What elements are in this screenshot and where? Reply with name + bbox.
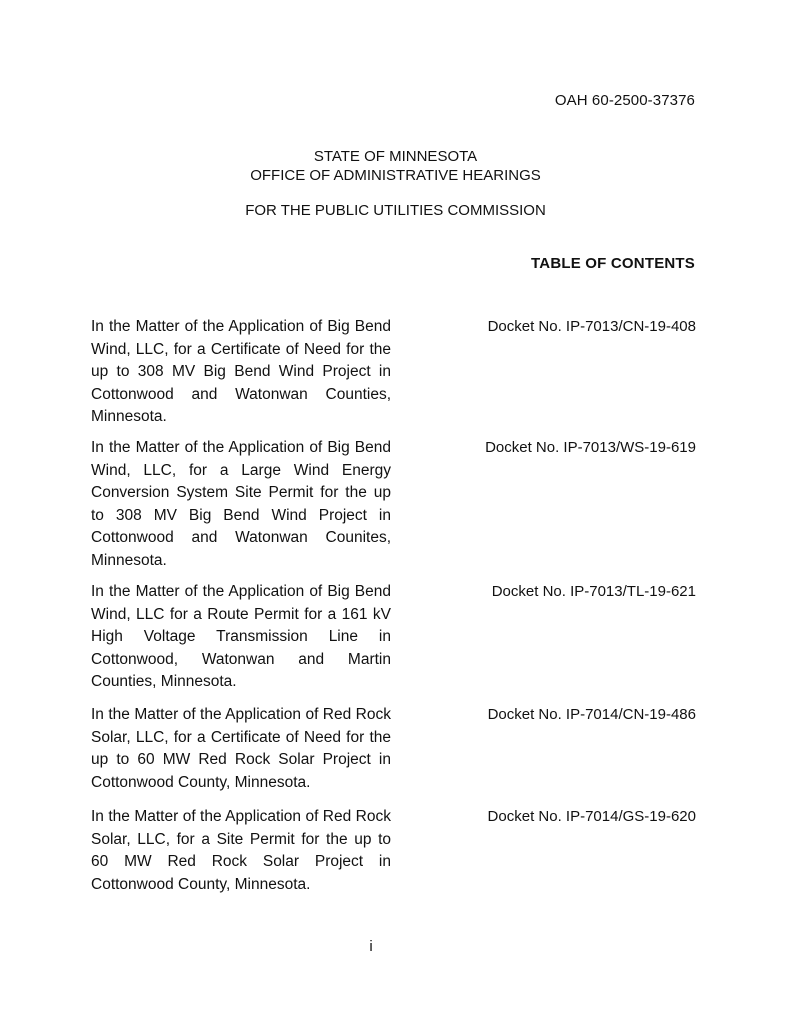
- caption-text: In the Matter of the Application of Big Bend Wind, LLC, for a Certificate of Need for the up to 308 MV Big Bend Wind Project in Cottonwood and Watonwan Counties, Minnesota.: [91, 318, 391, 425]
- case-number: OAH 60-2500-37376: [554, 92, 695, 109]
- caption-entry: [91, 437, 391, 572]
- commission-heading: FOR THE PUBLIC UTILITIES COMMISSION: [245, 202, 546, 219]
- caption-text: In the Matter of the Application of Red Rock Solar, LLC, for a Site Permit for the up to 60 MW Red Rock Solar Project in Cottonwood County, Minnesota.: [91, 808, 391, 893]
- caption-entry: [91, 806, 391, 896]
- caption-entry: [91, 581, 391, 694]
- caption-text: In the Matter of the Application of Big Bend Wind, LLC for a Route Permit for a 161 kV High Voltage Transmission Line in Cottonwood, Watonwan and Martin Counties, Minnesota.: [91, 583, 391, 690]
- caption-text: In the Matter of the Application of Big Bend Wind, LLC, for a Large Wind Energy Conversion System Site Permit for the up to 308 MV Big Bend Wind Project in Cottonwood and Watonwan Counites, Minnesota.: [91, 439, 391, 569]
- agency-header: [0, 147, 791, 185]
- section-title: TABLE OF CONTENTS: [531, 255, 695, 272]
- docket-number: Docket No. IP-7013/WS-19-619: [485, 439, 696, 456]
- docket-number: Docket No. IP-7014/CN-19-486: [487, 706, 696, 723]
- docket-number: Docket No. IP-7014/GS-19-620: [487, 808, 696, 825]
- docket-number: Docket No. IP-7013/CN-19-408: [487, 318, 696, 335]
- state-heading: STATE OF MINNESOTA: [313, 148, 478, 165]
- page-number: i: [369, 938, 373, 955]
- caption-text: In the Matter of the Application of Red Rock Solar, LLC, for a Certificate of Need for the up to 60 MW Red Rock Solar Project in Cottonwood County, Minnesota.: [91, 706, 391, 791]
- caption-entry: [91, 316, 391, 429]
- docket-number: Docket No. IP-7013/TL-19-621: [491, 583, 696, 600]
- caption-entry: [91, 704, 391, 794]
- office-heading: OFFICE OF ADMINISTRATIVE HEARINGS: [250, 167, 541, 184]
